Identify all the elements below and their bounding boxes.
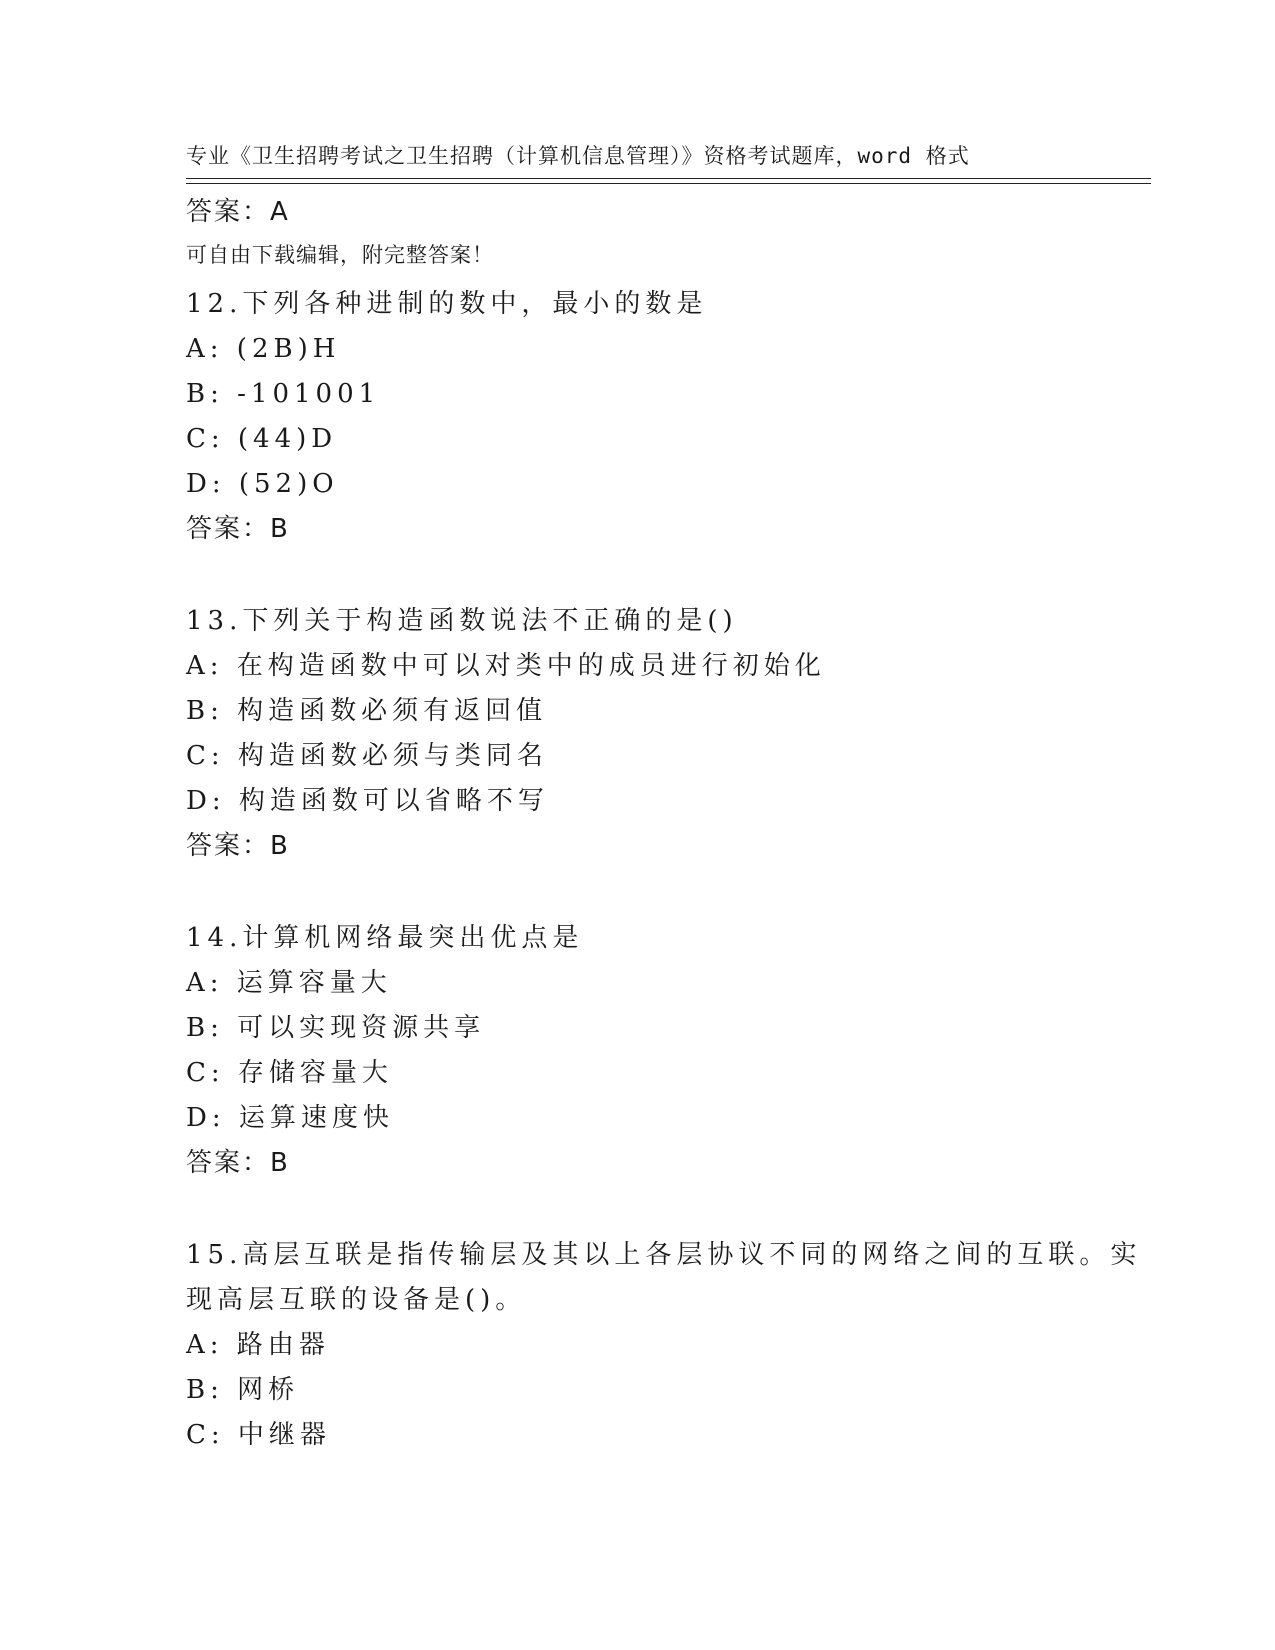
option-c: C: 中继器 <box>186 1420 331 1450</box>
header-divider-top <box>186 178 1151 179</box>
option-c: C: 构造函数必须与类同名 <box>186 741 548 771</box>
answer: 答案：B <box>186 1148 290 1178</box>
spacer <box>186 235 1086 282</box>
question-14 <box>186 916 1086 1186</box>
question-title-line-1: 15.高层互联是指传输层及其以上各层协议不同的网络之间的互联。实 <box>186 1240 1142 1270</box>
question-15 <box>186 1233 1142 1458</box>
header-divider-bottom <box>186 183 1151 184</box>
question-list <box>186 190 1142 1458</box>
spacer <box>186 1186 1086 1233</box>
option-a: A: 运算容量大 <box>186 968 392 998</box>
option-c: C: (44)D <box>186 424 338 454</box>
option-c: C: 存储容量大 <box>186 1058 393 1088</box>
option-b: B: 可以实现资源共享 <box>186 1013 486 1043</box>
option-a: A: (2B)H <box>186 334 341 364</box>
question-12 <box>186 282 1086 552</box>
question-title: 13.下列关于构造函数说法不正确的是() <box>186 606 738 636</box>
answer: 答案：B <box>186 831 290 861</box>
option-d: D: (52)O <box>186 469 339 499</box>
header-line-1: 专业《卫生招聘考试之卫生招聘（计算机信息管理）》资格考试题库，word 格式 <box>186 144 970 168</box>
question-title-line-2: 现高层互联的设备是()。 <box>186 1285 527 1315</box>
option-a: A: 路由器 <box>186 1330 330 1360</box>
answer: 答案：B <box>186 514 290 544</box>
spacer <box>186 869 1086 916</box>
previous-answer: 答案：A <box>186 197 290 227</box>
option-d: D: 运算速度快 <box>186 1103 394 1133</box>
spacer <box>186 552 1086 599</box>
option-a: A: 在构造函数中可以对类中的成员进行初始化 <box>186 651 826 681</box>
option-b: B: 网桥 <box>186 1375 300 1405</box>
question-title: 14.计算机网络最突出优点是 <box>186 923 584 953</box>
question-13 <box>186 599 1086 869</box>
question-title: 12.下列各种进制的数中，最小的数是 <box>186 289 708 319</box>
header-line-2: 可自由下载编辑，附完整答案！ <box>186 243 494 267</box>
option-d: D: 构造函数可以省略不写 <box>186 786 549 816</box>
option-b: B: -101001 <box>186 379 381 409</box>
option-b: B: 构造函数必须有返回值 <box>186 696 548 726</box>
